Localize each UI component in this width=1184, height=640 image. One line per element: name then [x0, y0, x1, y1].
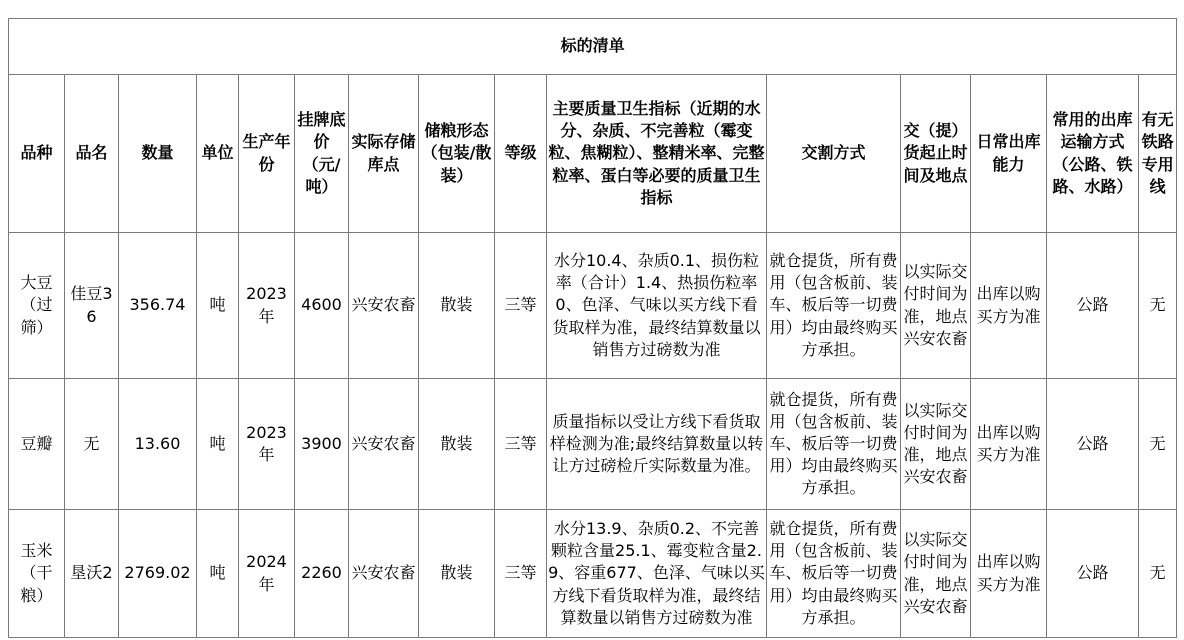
cell-variety: 大豆（过筛） — [9, 233, 65, 379]
cell-grade: 三等 — [495, 379, 547, 510]
listing-table — [8, 18, 1177, 638]
cell-storage-form: 散装 — [419, 379, 495, 510]
cell-grade: 三等 — [495, 510, 547, 638]
column-header-quality-indicators: 主要质量卫生指标（近期的水分、杂质、不完善粒（霉变粒、焦糊粒）、整精米率、完整粒率、蛋白等必要的质量卫生指标 — [547, 75, 767, 233]
cell-floor-price: 3900 — [295, 379, 349, 510]
column-header-delivery-time-place: 交（提）货起止时间及地点 — [901, 75, 971, 233]
cell-unit: 吨 — [197, 379, 239, 510]
cell-floor-price: 4600 — [295, 233, 349, 379]
cell-production-year: 2023年 — [239, 379, 295, 510]
cell-quality-indicators: 质量指标以受让方线下看货取样检测为准;最终结算数量以转让方过磅检斤实际数量为准。 — [547, 379, 767, 510]
cell-storage-site: 兴安农畜 — [349, 233, 419, 379]
cell-floor-price: 2260 — [295, 510, 349, 638]
table-head — [9, 19, 1177, 233]
cell-unit: 吨 — [197, 510, 239, 638]
header-row — [9, 75, 1177, 233]
cell-variety: 豆瓣 — [9, 379, 65, 510]
column-header-floor-price: 挂牌底价（元/吨） — [295, 75, 349, 233]
column-header-storage-site: 实际存储库点 — [349, 75, 419, 233]
cell-grade: 三等 — [495, 233, 547, 379]
column-header-transport-mode: 常用的出库运输方式（公路、铁路、水路） — [1047, 75, 1139, 233]
cell-rail-line: 无 — [1139, 379, 1177, 510]
table-row — [9, 510, 1177, 638]
cell-delivery-time-place: 以实际交付时间为准，地点兴安农畜 — [901, 510, 971, 638]
cell-storage-site: 兴安农畜 — [349, 510, 419, 638]
column-header-unit: 单位 — [197, 75, 239, 233]
cell-transport-mode: 公路 — [1047, 233, 1139, 379]
cell-product-name: 无 — [65, 379, 119, 510]
column-header-production-year: 生产年份 — [239, 75, 295, 233]
cell-quantity: 356.74 — [119, 233, 197, 379]
column-header-delivery-method: 交割方式 — [767, 75, 901, 233]
page-title: 标的清单 — [9, 19, 1177, 75]
column-header-rail-line: 有无铁路专用线 — [1139, 75, 1177, 233]
cell-quantity: 13.60 — [119, 379, 197, 510]
cell-unit: 吨 — [197, 233, 239, 379]
cell-storage-form: 散装 — [419, 233, 495, 379]
cell-outbound-capacity: 出库以购买方为准 — [971, 510, 1047, 638]
cell-rail-line: 无 — [1139, 510, 1177, 638]
column-header-storage-form: 储粮形态（包装/散装） — [419, 75, 495, 233]
column-header-grade: 等级 — [495, 75, 547, 233]
cell-production-year: 2023年 — [239, 233, 295, 379]
cell-storage-site: 兴安农畜 — [349, 379, 419, 510]
column-header-outbound-capacity: 日常出库能力 — [971, 75, 1047, 233]
cell-delivery-method: 就仓提货，所有费用（包含板前、装车、板后等一切费用）均由最终购买方承担。 — [767, 233, 901, 379]
table-row — [9, 379, 1177, 510]
cell-transport-mode: 公路 — [1047, 510, 1139, 638]
cell-outbound-capacity: 出库以购买方为准 — [971, 233, 1047, 379]
cell-quality-indicators: 水分13.9、杂质0.2、不完善颗粒含量25.1、霉变粒含量2.9、容重677、色泽、气味以买方线下看货取样为准，最终结算数量以销售方过磅数为准 — [547, 510, 767, 638]
cell-variety: 玉米（干粮） — [9, 510, 65, 638]
table-body — [9, 233, 1177, 638]
cell-delivery-time-place: 以实际交付时间为准，地点兴安农畜 — [901, 233, 971, 379]
title-row — [9, 19, 1177, 75]
cell-storage-form: 散装 — [419, 510, 495, 638]
cell-product-name: 垦沃2 — [65, 510, 119, 638]
table-row — [9, 233, 1177, 379]
cell-quality-indicators: 水分10.4、杂质0.1、损伤粒率（合计）1.4、热损伤粒率0、色泽、气味以买方线下看货取样为准，最终结算数量以销售方过磅数为准 — [547, 233, 767, 379]
cell-production-year: 2024年 — [239, 510, 295, 638]
cell-delivery-method: 就仓提货，所有费用（包含板前、装车、板后等一切费用）均由最终购买方承担。 — [767, 379, 901, 510]
column-header-quantity: 数量 — [119, 75, 197, 233]
cell-delivery-method: 就仓提货，所有费用（包含板前、装车、板后等一切费用）均由最终购买方承担。 — [767, 510, 901, 638]
cell-transport-mode: 公路 — [1047, 379, 1139, 510]
cell-delivery-time-place: 以实际交付时间为准，地点兴安农畜 — [901, 379, 971, 510]
cell-product-name: 佳豆36 — [65, 233, 119, 379]
cell-rail-line: 无 — [1139, 233, 1177, 379]
cell-outbound-capacity: 出库以购买方为准 — [971, 379, 1047, 510]
cell-quantity: 2769.02 — [119, 510, 197, 638]
column-header-variety: 品种 — [9, 75, 65, 233]
column-header-product-name: 品名 — [65, 75, 119, 233]
